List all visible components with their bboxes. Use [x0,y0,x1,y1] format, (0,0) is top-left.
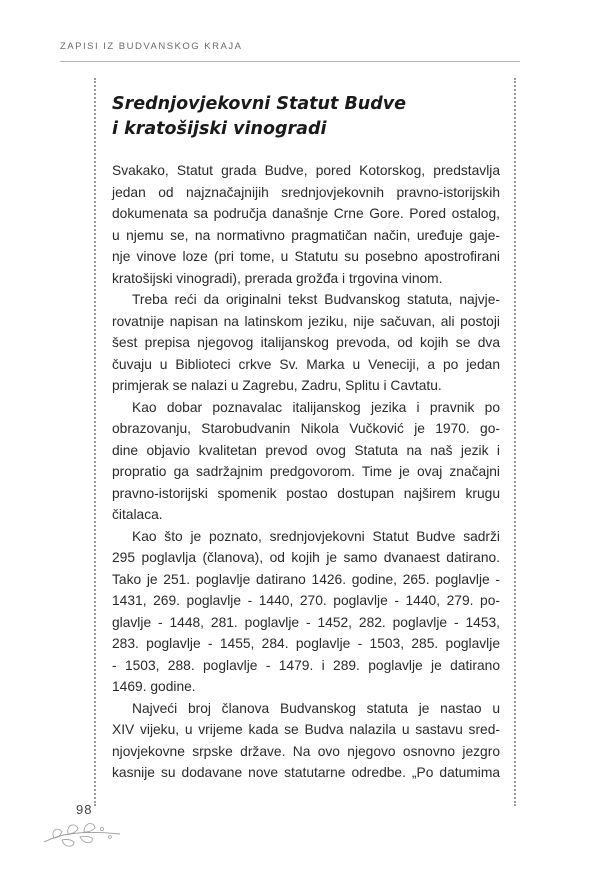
text-line: 1431, 269. poglavlje - 1440, 270. poglavlje - 1440, 279. po- [112,593,500,608]
paragraph [112,289,500,397]
text-line: nje vinove loze (pri tome, u Statutu su posebno apostrofirani [112,249,500,264]
text-line: primjerak se nalazi u Zagrebu, Zadru, Splitu i Cavtatu. [112,378,442,393]
text-line: obrazovanju, Starobudvanin Nikola Vučković je 1970. go- [112,421,500,436]
page-number: 98 [76,802,93,817]
text-line: Kao dobar poznavalac italijanskog jezika i pravnik po [132,399,500,415]
paragraph [112,397,500,526]
text-line: propratio ga sadržajnim predgovorom. Time je ovaj značajni [112,464,500,479]
header-rule [60,61,520,62]
text-line: dokumenata sa područja današnje Crne Gore. Pored ostalog, [112,206,500,221]
text-line: rovatnije napisan na latinskom jeziku, nije sačuvan, ali postoji [112,313,500,329]
text-line: XIV vijeku, u vrijeme kada se Budva nalazila u sastavu sred- [112,722,500,737]
text-line: njovjekovne srpske države. Na ovo njegovo osnovno jezgro [112,743,500,759]
text-line: Svakako, Statut grada Budve, pored Kotorskog, predstavlja [112,163,500,178]
text-line: pravno-istorijski spomenik postao dostupan najširem krugu [112,485,500,501]
text-line: u njemu se, na normativno pragmatičan način, uređuje gaje- [112,227,500,243]
leaf-branch-icon [40,812,124,852]
text-line: jedan od najznačajnijih srednjovjekovnih pravno-istorijskih [112,184,500,200]
text-line: Tako je 251. poglavlje datirano 1426. godine, 265. poglavlje - [112,571,500,587]
text-line: čitalaca. [112,507,163,522]
article-title [112,92,500,142]
text-line: 295 poglavlja (članova), od kojih je samo dvanaest datirano. [112,550,500,565]
text-line: - 1503, 288. poglavlje - 1479. i 289. poglavlje je datirano [112,657,500,673]
article-body [112,92,500,784]
text-line: kratošijski vinogradi), prerada grožđa i trgovina vinom. [112,270,443,286]
text-line: Treba reći da originalni tekst Budvanskog statuta, najvje- [132,292,500,307]
paragraph [112,698,500,784]
title-line: Srednjovjekovni Statut Budve [112,94,407,114]
text-line: 1469. godine. [112,679,196,694]
text-line: 283. poglavlje - 1455, 284. poglavlje - 1503, 285. poglavlje [112,636,500,651]
text-line: šest prepisa njegovog italijanskog prevoda, od kojih se dva [112,335,500,350]
text-line: čuvaju u Biblioteci crkve Sv. Marka u Veneciji, a po jedan [112,356,500,372]
paragraph [112,526,500,698]
title-line: i kratošijski vinogradi [112,119,327,139]
text-line: kasnije su dodavane nove statutarne odredbe. „Po datumima [112,765,500,780]
paragraph [112,160,500,289]
running-head: ZAPISI IZ BUDVANSKOG KRAJA [60,41,243,52]
text-line: Kao što je poznato, srednjovjekovni Statut Budve sadrži [132,528,500,544]
text-line: dine objavio kvalitetan prevod ovog Statuta na naš jezik i [112,442,500,458]
text-line: glavlje - 1448, 281. poglavlje - 1452, 282. poglavlje - 1453, [112,614,500,630]
text-line: Najveći broj članova Budvanskog statuta je nastao u [132,700,500,716]
